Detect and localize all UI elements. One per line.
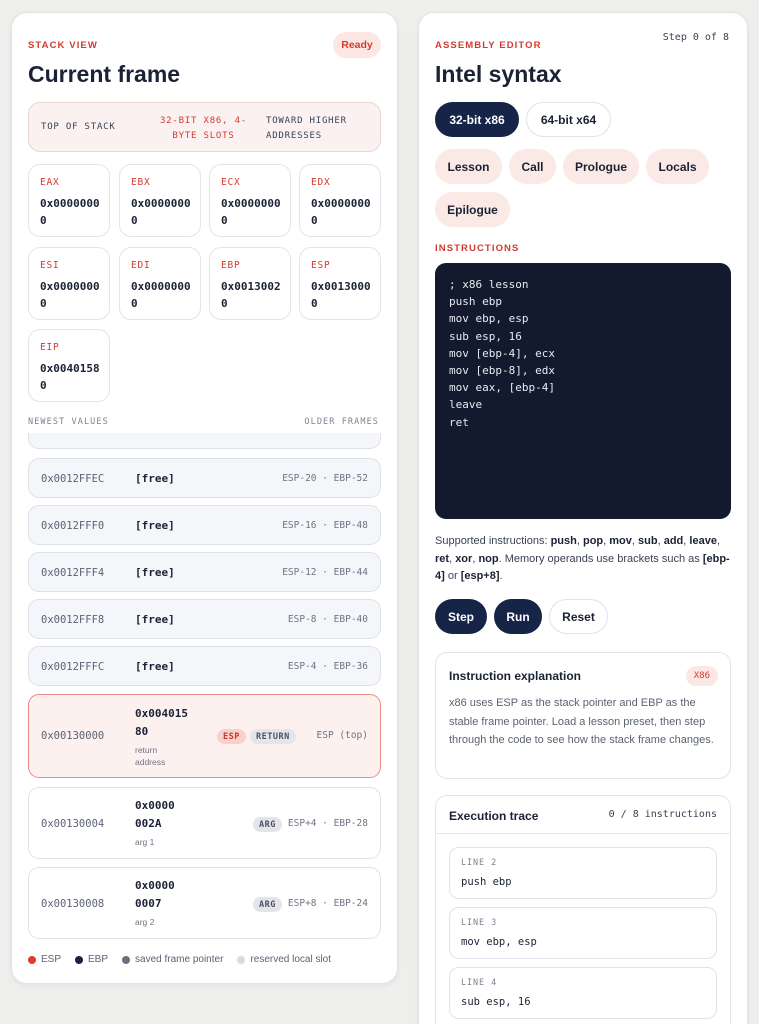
slot-value-line1: 0x0000	[135, 799, 175, 812]
instructions-label: INSTRUCTIONS	[435, 243, 520, 254]
stack-view-kicker: STACK VIEW	[28, 40, 98, 51]
legend-label: saved frame pointer	[135, 954, 224, 965]
direction-label: TOWARD HIGHER ADDRESSES	[266, 116, 347, 141]
register-value: 0x00000000	[131, 197, 191, 227]
slot-address: 0x00130008	[41, 898, 105, 910]
legend-label: EBP	[88, 954, 109, 965]
register-name: EIP	[40, 342, 60, 353]
slot-value-line1: 0x0000	[135, 879, 175, 892]
top-of-stack-label: TOP OF STACK	[41, 122, 116, 132]
trace-line-item	[449, 847, 717, 899]
stack-orientation-bar	[28, 102, 381, 152]
register-edx	[299, 164, 381, 237]
stack-slot[interactable]	[28, 505, 381, 545]
stack-slot-esp[interactable]	[28, 694, 381, 778]
trace-line-item	[449, 967, 717, 1019]
op-name: ret	[435, 552, 450, 565]
code-line: push ebp	[449, 295, 502, 309]
register-edi	[119, 247, 201, 320]
legend-dot-icon	[28, 956, 36, 964]
op-name: pop	[582, 535, 604, 547]
legend-reserved-local-slot	[237, 954, 331, 965]
register-ebx	[119, 164, 201, 237]
register-ebp	[209, 247, 291, 320]
return-tag: RETURN	[250, 729, 296, 744]
execution-trace-card	[435, 795, 731, 1024]
preset-call-button[interactable]: Call	[509, 149, 556, 184]
code-editor[interactable]	[435, 263, 731, 519]
help-text: . Memory operands use brackets such as	[498, 552, 703, 565]
register-eip	[28, 329, 110, 402]
status-badge: Ready	[333, 32, 381, 58]
reset-button[interactable]: Reset	[549, 599, 608, 634]
register-name: EAX	[40, 177, 60, 188]
legend-dot-icon	[122, 956, 130, 964]
register-eax	[28, 164, 110, 237]
slot-value: [free]	[135, 613, 175, 626]
slot-address: 0x00130004	[41, 818, 105, 830]
trace-count: 0 / 8 instructions	[608, 809, 717, 820]
stack-slot[interactable]	[28, 458, 381, 498]
arg-tag: ARG	[253, 897, 282, 912]
explanation-text: x86 uses ESP as the stack pointer and EBP as the stable frame pointer. Load a lesson preset, then step through the code to see how the stack frame changes.	[449, 697, 714, 746]
legend-saved-frame-pointer	[122, 954, 223, 965]
op-name: add	[663, 535, 684, 547]
preset-locals-button[interactable]: Locals	[646, 149, 709, 184]
slot-value-line2: 80	[135, 725, 149, 738]
arch-64bit-button[interactable]: 64-bit x64	[526, 102, 611, 137]
slot-address: 0x0012FFF4	[41, 567, 105, 579]
esp-tag: ESP	[217, 729, 246, 744]
slot-value-line2: 0007	[135, 897, 162, 910]
register-name: EDX	[311, 177, 331, 188]
legend-label: reserved local slot	[250, 954, 332, 965]
trace-line-code: mov ebp, esp	[461, 936, 537, 948]
register-value: 0x00130020	[221, 280, 281, 310]
register-value: 0x00000000	[221, 197, 281, 227]
op-name: xor	[455, 552, 473, 565]
op-name: sub	[638, 535, 658, 547]
register-value: 0x00000000	[131, 280, 191, 310]
step-button[interactable]: Step	[435, 599, 487, 634]
slot-value: [free]	[135, 519, 175, 532]
explanation-title: Instruction explanation	[449, 669, 582, 683]
slot-value-line2: 002A	[135, 817, 162, 830]
stack-slot[interactable]	[28, 552, 381, 592]
run-button[interactable]: Run	[494, 599, 542, 634]
op-name: nop	[478, 552, 499, 565]
legend-ebp	[75, 954, 108, 965]
code-line: mov eax, [ebp-4]	[449, 381, 555, 395]
preset-lesson-button[interactable]: Lesson	[435, 149, 502, 184]
slot-value: [free]	[135, 660, 175, 673]
slot-address: 0x0012FFF8	[41, 614, 105, 626]
code-line: sub esp, 16	[449, 329, 522, 343]
slot-address: 0x0012FFEC	[41, 473, 105, 485]
step-counter: Step 0 of 8	[662, 32, 729, 43]
slot-address: 0x0012FFFC	[41, 661, 105, 673]
stack-slot[interactable]	[28, 646, 381, 686]
trace-line-number: LINE 2	[461, 858, 498, 868]
slot-offset: ESP (top)	[316, 730, 368, 741]
stack-slot-partial	[28, 433, 381, 449]
slot-offset: ESP-8 · EBP-40	[287, 614, 368, 625]
slot-address: 0x0012FFF0	[41, 520, 105, 532]
legend-esp	[28, 954, 61, 965]
arch-32bit-button[interactable]: 32-bit x86	[435, 102, 519, 137]
legend-label: ESP	[41, 954, 62, 965]
slot-offset: ESP+4 · EBP-28	[287, 818, 368, 829]
register-name: ECX	[221, 177, 241, 188]
trace-line-number: LINE 4	[461, 978, 498, 988]
register-value: 0x00000000	[40, 197, 100, 227]
code-line: mov [ebp-4], ecx	[449, 346, 555, 360]
assembly-editor-kicker: ASSEMBLY EDITOR	[435, 40, 542, 51]
register-value: 0x00401580	[40, 362, 100, 392]
help-text: or	[444, 570, 461, 582]
trace-line-item	[449, 907, 717, 959]
register-value: 0x00000000	[40, 280, 100, 310]
trace-title: Execution trace	[449, 809, 539, 823]
slot-note-line2: address	[135, 757, 166, 767]
slot-value-line1: 0x004015	[135, 707, 188, 720]
slot-offset: ESP-16 · EBP-48	[282, 520, 368, 531]
code-line: ; x86 lesson	[449, 278, 529, 291]
assembly-editor-panel	[418, 12, 748, 1024]
register-name: EBX	[131, 177, 151, 188]
stack-slot[interactable]	[28, 599, 381, 639]
operand-example: [ebp-4]	[435, 552, 730, 582]
slot-note: arg 1	[135, 837, 155, 847]
op-name: push	[550, 535, 577, 547]
arch-badge: X86	[686, 666, 718, 686]
register-name: EBP	[221, 260, 241, 271]
slot-offset: ESP-12 · EBP-44	[282, 567, 368, 578]
op-name: leave	[689, 535, 717, 547]
editor-title: Intel syntax	[435, 61, 562, 87]
help-text: Supported instructions:	[435, 535, 551, 547]
slot-address: 0x00130000	[41, 730, 105, 742]
newest-values-label: NEWEST VALUES	[28, 417, 109, 427]
register-name: ESI	[40, 260, 60, 271]
register-esi	[28, 247, 110, 320]
page-title: Current frame	[28, 61, 181, 87]
stack-slot-arg1[interactable]	[28, 787, 381, 859]
slot-offset: ESP+8 · EBP-24	[287, 898, 368, 909]
register-value: 0x00000000	[311, 197, 371, 227]
register-name: EDI	[131, 260, 151, 271]
code-line: mov ebp, esp	[449, 312, 529, 326]
operand-example: [esp+8]	[460, 570, 500, 582]
register-ecx	[209, 164, 291, 237]
op-name: mov	[609, 535, 632, 547]
slot-value: [free]	[135, 472, 175, 485]
slot-offset: ESP-20 · EBP-52	[282, 473, 368, 484]
preset-epilogue-button[interactable]: Epilogue	[435, 192, 510, 227]
slot-note: arg 2	[135, 917, 155, 927]
slot-value: [free]	[135, 566, 175, 579]
slot-size-label: 32-BIT X86, 4-BYTE SLOTS	[159, 116, 248, 141]
code-line: ret	[449, 415, 469, 429]
register-name: ESP	[311, 260, 331, 271]
stack-view-panel	[11, 12, 398, 984]
trace-line-number: LINE 3	[461, 918, 498, 928]
instruction-explanation-card	[435, 652, 731, 779]
stack-slot-arg2[interactable]	[28, 867, 381, 939]
code-line: leave	[449, 398, 483, 412]
preset-prologue-button[interactable]: Prologue	[563, 149, 639, 184]
slot-offset: ESP-4 · EBP-36	[287, 661, 368, 672]
trace-line-code: sub esp, 16	[461, 996, 531, 1008]
supported-instructions-help: Supported instructions: push, pop, mov, sub, add, leave, ret, xor, nop. Memory operands use brackets such as [ebp-4] or [esp+8].	[435, 535, 730, 582]
legend	[28, 954, 345, 965]
older-frames-label: OLDER FRAMES	[304, 417, 379, 427]
register-value: 0x00130000	[311, 280, 371, 310]
code-line: mov [ebp-8], edx	[449, 364, 555, 378]
legend-dot-icon	[75, 956, 83, 964]
register-esp	[299, 247, 381, 320]
arg-tag: ARG	[253, 817, 282, 832]
legend-dot-icon	[237, 956, 245, 964]
slot-note-line1: return	[135, 745, 158, 755]
divider	[436, 833, 730, 834]
trace-line-code: push ebp	[461, 876, 512, 888]
help-text: .	[499, 570, 503, 582]
